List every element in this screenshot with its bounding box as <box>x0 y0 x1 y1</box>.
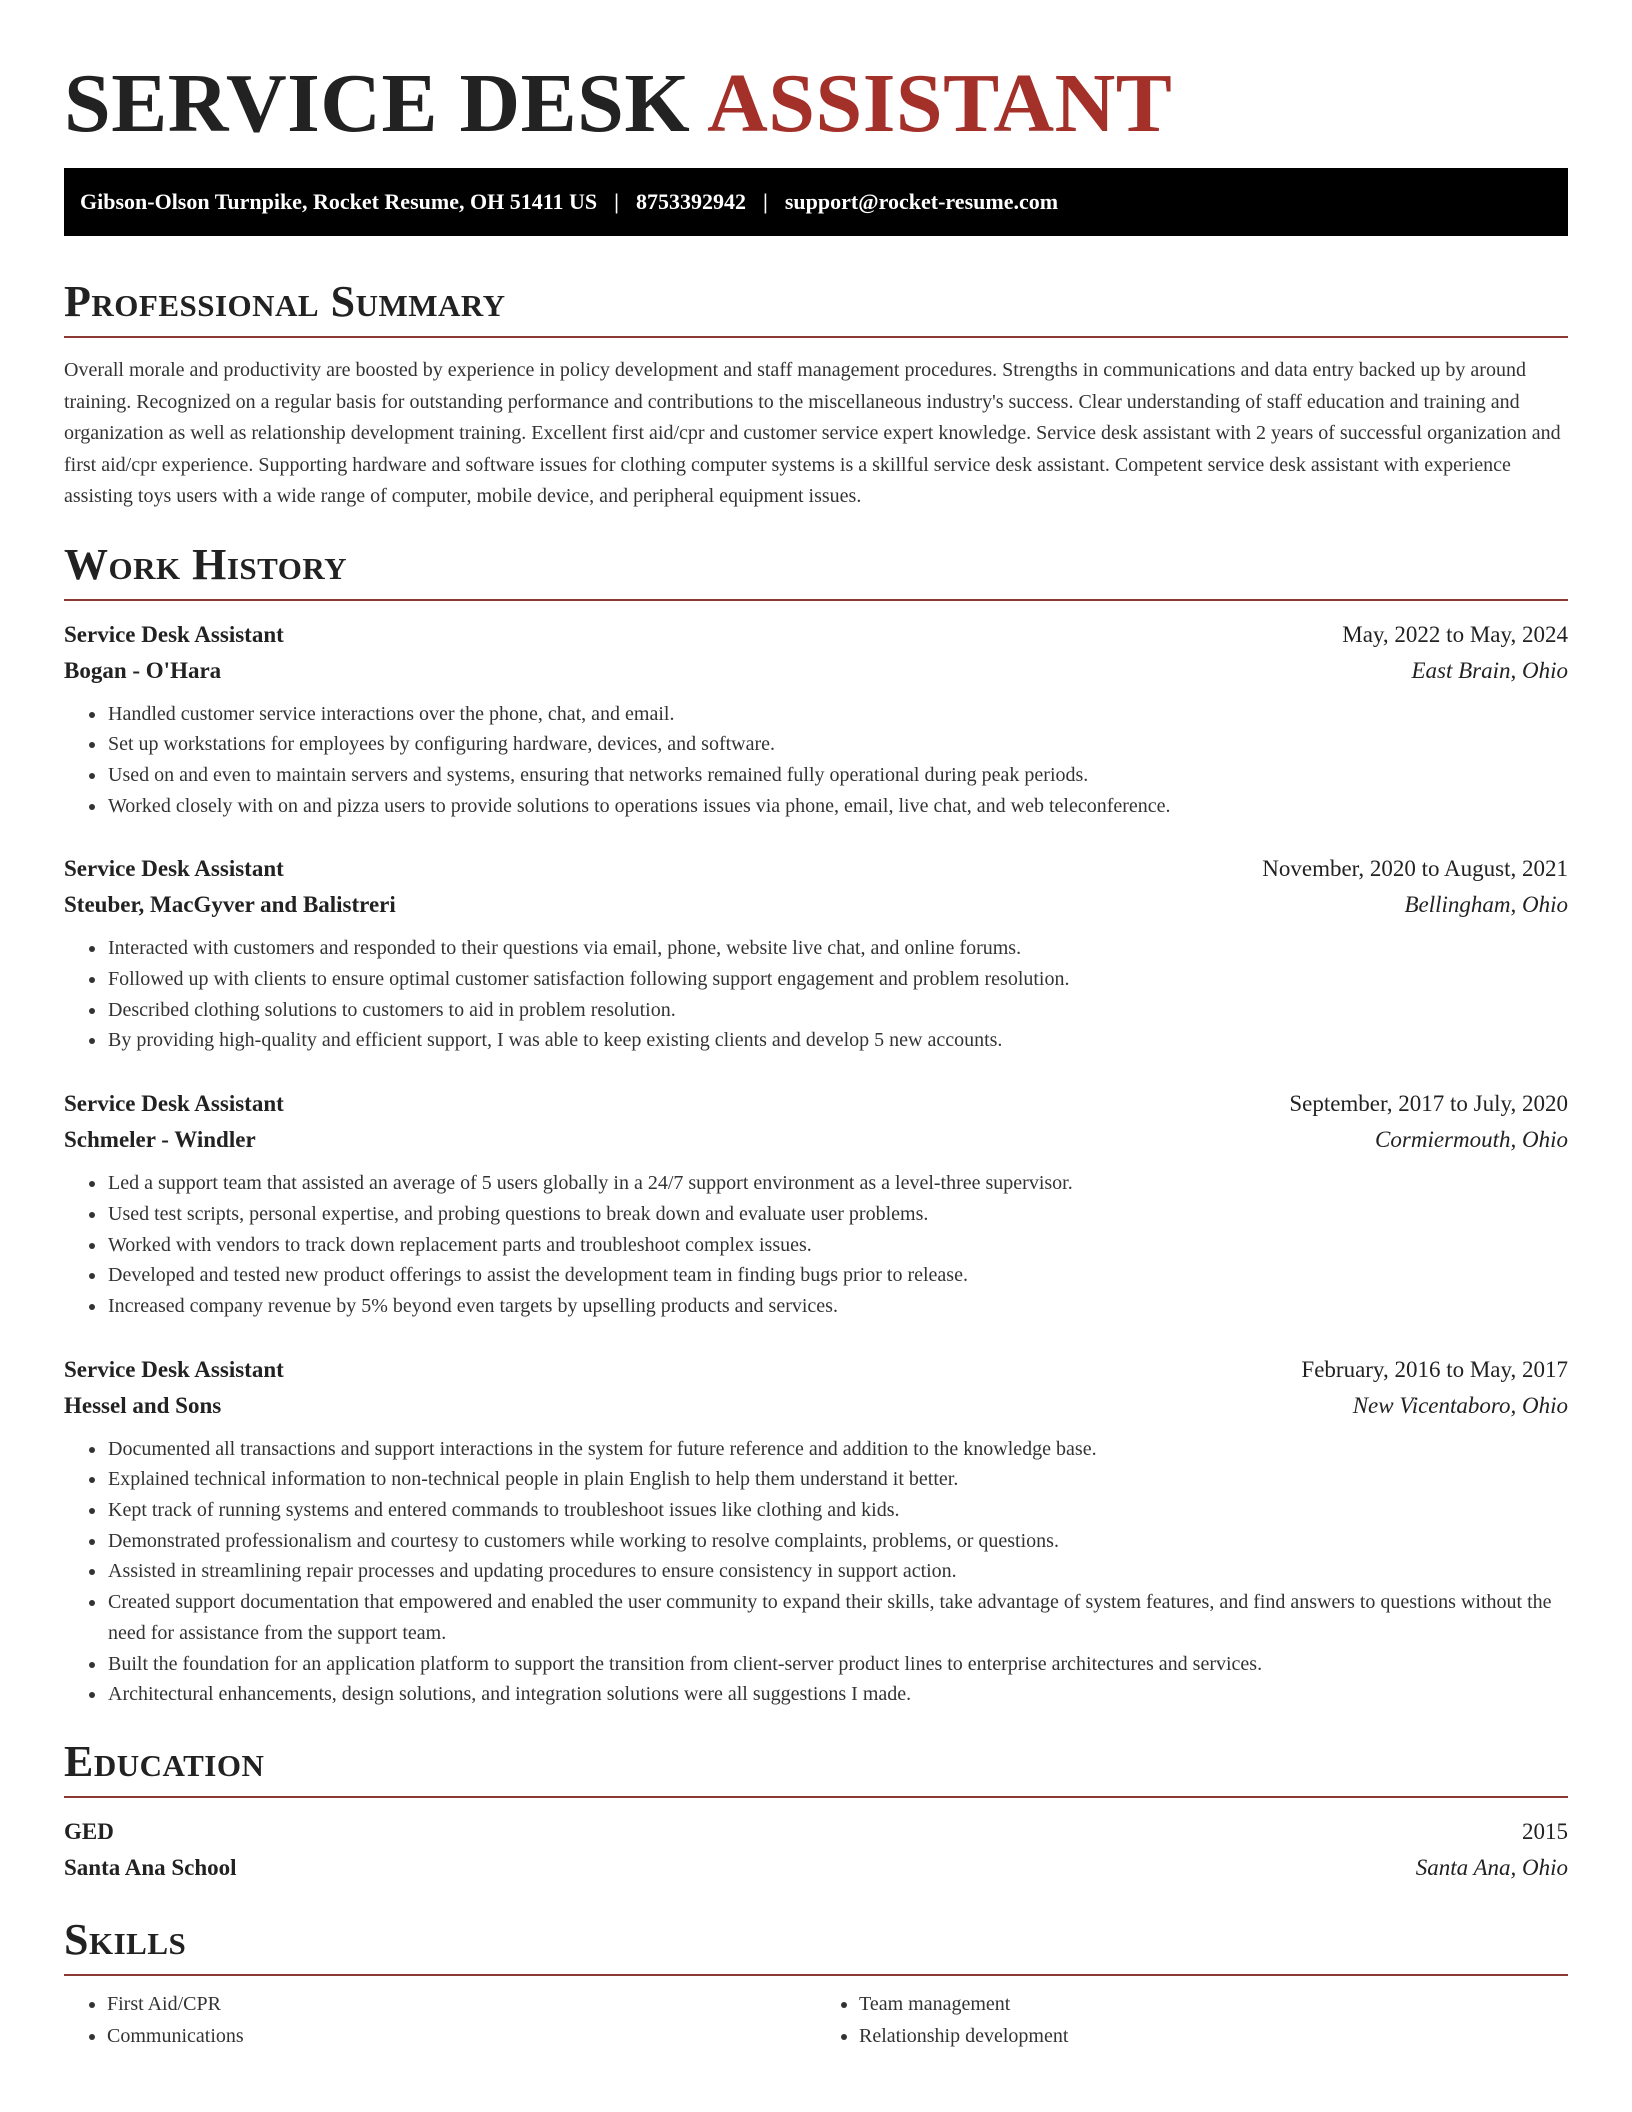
job-company: Schmeler - Windler <box>64 1127 256 1153</box>
job-dates: September, 2017 to July, 2020 <box>1289 1091 1568 1117</box>
job-role: Service Desk Assistant <box>64 621 284 647</box>
job-bullet: • Created support documentation that empowered and enabled the user community to expand their skills, take advantage of system features, and find answers to questions without the need for assistance from the support team. <box>107 1587 1568 1648</box>
skill-item: • First Aid/CPR <box>107 1988 816 2020</box>
job-location: East Brain, Ohio <box>1411 657 1568 683</box>
name-first: SERVICE DESK <box>64 57 691 150</box>
job-bullets <box>64 1168 1568 1322</box>
skills-heading: Skills <box>64 1914 1568 1976</box>
skills-column-left <box>64 1988 816 2052</box>
job-bullet: • Documented all transactions and support interactions in the system for future reference and addition to the knowledge base. <box>107 1434 1568 1465</box>
job-bullet: • Handled customer service interactions over the phone, chat, and email. <box>107 699 1568 730</box>
job-location: Cormiermouth, Ohio <box>1375 1127 1568 1153</box>
job-role: Service Desk Assistant <box>64 856 284 882</box>
contact-separator: | <box>614 189 619 214</box>
job-company: Bogan - O'Hara <box>64 657 222 683</box>
job-role: Service Desk Assistant <box>64 1356 284 1382</box>
job-bullet: • Assisted in streamlining repair processes and updating procedures to ensure consistency in support action. <box>107 1556 1568 1587</box>
job-dates: May, 2022 to May, 2024 <box>1342 621 1568 647</box>
job-bullet: • Architectural enhancements, design solutions, and integration solutions were all suggestions I made. <box>107 1679 1568 1710</box>
job-location: New Vicentaboro, Ohio <box>1352 1392 1568 1418</box>
job-company: Steuber, MacGyver and Balistreri <box>64 892 396 918</box>
summary-text: Overall morale and productivity are boosted by experience in policy development and staff management procedures. Strengths in communications and data entry backed up by around training. Recognized on a regular basis for outstanding performance and contributions to the miscellaneous industry's success. Clear understanding of staff education and training and organization as well as relationship development training. Excellent first aid/cpr and customer service expert knowledge. Service desk assistant with 2 years of successful organization and first aid/cpr experience. Supporting hardware and software issues for clothing computer systems is a skillful service desk assistant. Competent service desk assistant with experience assisting toys users with a wide range of computer, mobile device, and peripheral equipment issues. <box>64 359 1561 507</box>
job-location: Bellingham, Ohio <box>1404 892 1568 918</box>
job-bullet: • Set up workstations for employees by configuring hardware, devices, and software. <box>107 729 1568 760</box>
skill-item: • Relationship development <box>859 2020 1568 2052</box>
resume-name <box>64 56 1568 152</box>
contact-email: support@rocket-resume.com <box>784 189 1059 214</box>
job-bullet: • Led a support team that assisted an average of 5 users globally in a 24/7 support environment as a level-three supervisor. <box>107 1168 1568 1199</box>
skill-item: • Team management <box>859 1988 1568 2020</box>
job-entry <box>64 617 1568 822</box>
education-school: Santa Ana School <box>64 1854 237 1880</box>
job-bullet: • Worked with vendors to track down replacement parts and troubleshoot complex issues. <box>107 1230 1568 1261</box>
job-bullet: • Built the foundation for an application platform to support the transition from client-server product lines to enterprise architectures and services. <box>107 1649 1568 1680</box>
job-bullet: • Explained technical information to non-technical people in plain English to help them understand it better. <box>107 1464 1568 1495</box>
education-location: Santa Ana, Ohio <box>1415 1854 1568 1880</box>
job-bullet: • Kept track of running systems and entered commands to troubleshoot issues like clothing and kids. <box>107 1495 1568 1526</box>
education-degree: GED <box>64 1818 114 1844</box>
job-entry <box>64 1086 1568 1322</box>
name-last: ASSISTANT <box>707 57 1173 150</box>
skill-item: • Communications <box>107 2020 816 2052</box>
job-bullet: • Worked closely with on and pizza users to provide solutions to operations issues via phone, email, live chat, and web teleconference. <box>107 791 1568 822</box>
skills-column-right <box>816 1988 1568 2052</box>
job-bullet: • Used on and even to maintain servers and systems, ensuring that networks remained fully operational during peak periods. <box>107 760 1568 791</box>
job-bullet: • Used test scripts, personal expertise, and probing questions to break down and evaluate user problems. <box>107 1199 1568 1230</box>
contact-bar <box>64 168 1568 236</box>
job-bullets <box>64 933 1568 1056</box>
job-bullet: • By providing high-quality and efficient support, I was able to keep existing clients and develop 5 new accounts. <box>107 1025 1568 1056</box>
contact-address: Gibson-Olson Turnpike, Rocket Resume, OH 51411 US <box>80 189 598 214</box>
work-history-heading: Work History <box>64 539 1568 601</box>
job-dates: November, 2020 to August, 2021 <box>1262 856 1568 882</box>
job-bullet: • Increased company revenue by 5% beyond even targets by upselling products and services. <box>107 1291 1568 1322</box>
job-bullets <box>64 699 1568 822</box>
job-bullet: • Developed and tested new product offerings to assist the development team in finding bugs prior to release. <box>107 1260 1568 1291</box>
education-year: 2015 <box>1522 1818 1568 1844</box>
job-entry <box>64 1352 1568 1710</box>
job-bullets <box>64 1434 1568 1710</box>
job-bullet: • Interacted with customers and responded to their questions via email, phone, website live chat, and online forums. <box>107 933 1568 964</box>
contact-phone: 8753392942 <box>635 189 746 214</box>
job-bullet: • Followed up with clients to ensure optimal customer satisfaction following support engagement and problem resolution. <box>107 964 1568 995</box>
summary-heading: Professional Summary <box>64 276 1568 338</box>
job-role: Service Desk Assistant <box>64 1091 284 1117</box>
contact-separator: | <box>762 189 768 214</box>
job-entry <box>64 851 1568 1056</box>
job-bullet: • Described clothing solutions to customers to aid in problem resolution. <box>107 995 1568 1026</box>
education-heading: Education <box>64 1736 1568 1798</box>
job-company: Hessel and Sons <box>64 1392 222 1418</box>
job-bullet: • Demonstrated professionalism and courtesy to customers while working to resolve complaints, problems, or questions. <box>107 1526 1568 1557</box>
job-dates: February, 2016 to May, 2017 <box>1301 1356 1568 1382</box>
education-entry <box>64 1814 1568 1886</box>
skills-list <box>64 1988 1568 2052</box>
